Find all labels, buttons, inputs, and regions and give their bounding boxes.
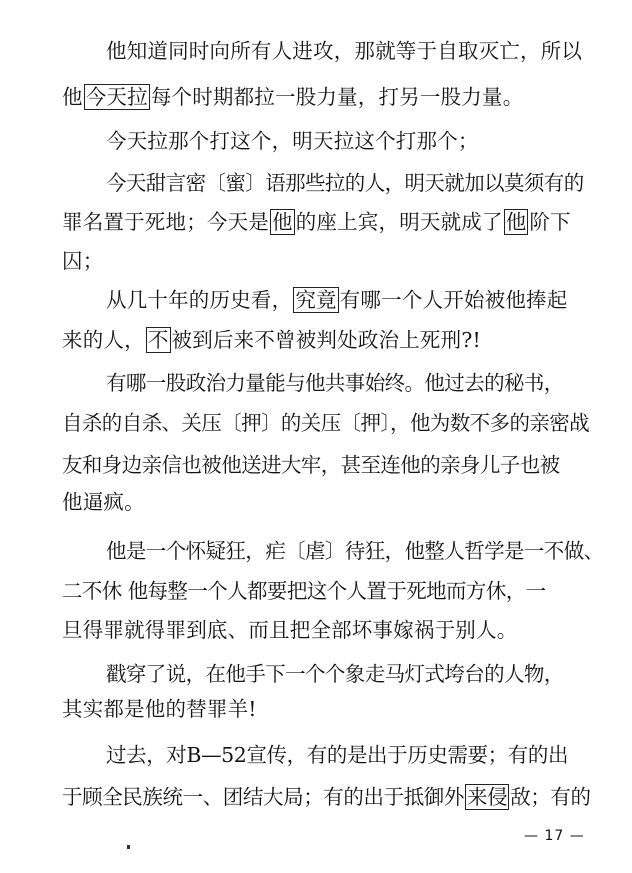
line-text: 他逼疯。 xyxy=(62,490,145,514)
line-text: 有哪一个人开始被他捧起 xyxy=(339,288,568,312)
text-line xyxy=(106,170,584,196)
line-text: 的座上宾，明天就成了 xyxy=(295,210,503,234)
line-text: 阶下 xyxy=(529,210,571,234)
text-line xyxy=(62,327,481,353)
boxed-text: 不 xyxy=(147,328,169,352)
line-text: 过去，对B—52宣传，有的是出于历史需要；有的出 xyxy=(106,743,569,767)
boxed-text: 究竟 xyxy=(295,288,337,312)
boxed-text: 来侵 xyxy=(467,785,508,809)
line-text: 他 xyxy=(62,85,83,109)
line-text: 戳穿了说，在他手下一个个象走马灯式垮台的人物， xyxy=(106,662,564,686)
scan-speck xyxy=(127,845,130,849)
text-line xyxy=(106,287,567,313)
text-line xyxy=(62,784,591,810)
line-text: 其实都是他的替罪羊! xyxy=(62,697,257,721)
line-text: 来的人， xyxy=(62,328,145,352)
line-text: 今天甜言密〔蜜〕语那些拉的人，明天就加以莫须有的 xyxy=(106,171,584,195)
boxed-text: 他 xyxy=(272,210,293,234)
text-line xyxy=(62,696,257,722)
line-text: 敌；有的 xyxy=(510,785,591,809)
line-text: 罪名置于死地；今天是 xyxy=(62,210,269,234)
line-text: 友和身边亲信也被他送进大牢，甚至连他的亲身儿子也被 xyxy=(62,453,560,477)
text-line xyxy=(62,578,546,604)
text-line xyxy=(62,209,571,235)
text-line xyxy=(106,128,479,154)
line-text: 自杀的自杀、关压〔押〕的关压〔押〕，他为数不多的亲密战 xyxy=(62,411,590,435)
text-line xyxy=(62,617,517,643)
text-line xyxy=(62,84,523,110)
text-line xyxy=(106,538,604,564)
line-text: 囚； xyxy=(62,249,104,273)
page-number: — 17 — xyxy=(524,828,585,844)
line-text: 被到后来不曾被判处政治上死刑?! xyxy=(171,328,481,352)
text-line xyxy=(106,370,564,396)
line-text: 旦得罪就得罪到底、而且把全部坏事嫁祸于别人。 xyxy=(62,618,518,642)
text-line xyxy=(62,410,589,436)
text-line xyxy=(106,742,568,768)
line-text: 他是一个怀疑狂，疟〔虐〕待狂，他整人哲学是一不做、 xyxy=(106,539,604,563)
text-line xyxy=(62,248,103,274)
text-line xyxy=(106,38,606,64)
line-text: 今天拉那个打这个，明天拉这个打那个； xyxy=(106,129,479,153)
line-text: 二不休 他每整一个人都要把这个人置于死地而方休，一 xyxy=(62,579,546,603)
text-line xyxy=(62,489,145,515)
line-text: 有哪一股政治力量能与他共事始终。他过去的秘书， xyxy=(106,371,564,395)
boxed-text: 今天拉 xyxy=(85,85,148,109)
boxed-text: 他 xyxy=(505,210,527,234)
text-line xyxy=(106,661,564,687)
line-text: 每个时期都拉一股力量，打另一股力量。 xyxy=(150,85,524,109)
line-text: 从几十年的历史看， xyxy=(106,288,293,312)
line-text: 他知道同时向所有人进攻，那就等于自取灭亡，所以 xyxy=(106,39,583,63)
line-text: 于顾全民族统一、团结大局；有的出于抵御外 xyxy=(62,785,464,809)
text-line xyxy=(62,452,560,478)
